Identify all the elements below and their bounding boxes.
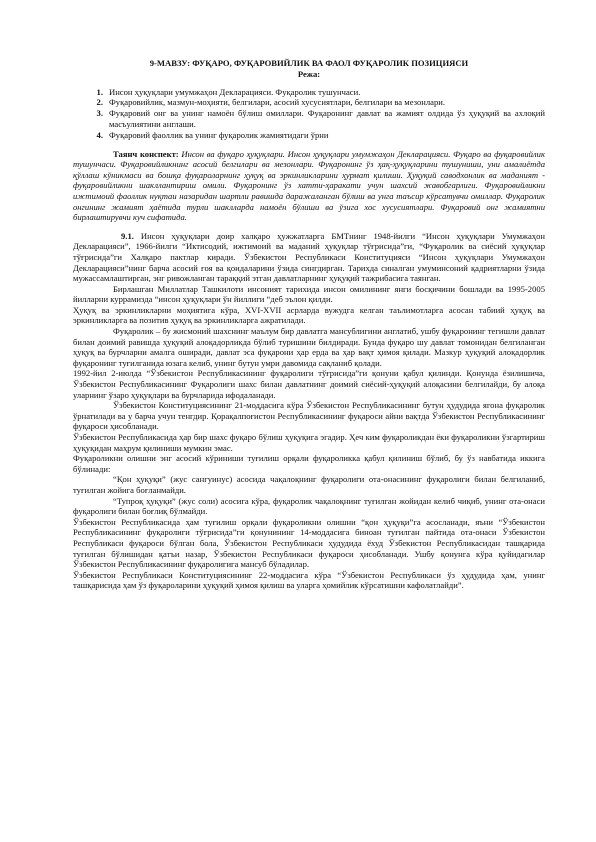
plan-item-number: 3.: [96, 108, 103, 119]
plan-item-text: Инсон ҳуқуқлари умумжаҳон Декларацияси. Фуқаролик тушунчаси.: [109, 86, 361, 97]
paragraph: Ўзбекистон Конституциясининг 21-моддасига кўра Ўзбекистон Республикасининг бутун ҳудудида ягона фуқаролик ўрнатилади ва у барча учун тенгдир. Қорақалпоғистон Республикасининг фуқароси айни вақтда Ўзбекистон Республикасининг фуқароси ҳисобланади.: [73, 400, 545, 432]
paragraph: Ўзбекистон Республикаси Конституциясининг 22-моддасига кўра “Ўзбекистон Республикаси ўз ҳудудида ҳам, унинг ташқарисида ҳам ўз фуқароларини ҳуқуқий ҳимоя қилиш ва уларга ҳомийлик кўрсатишни кафолатлайди”.: [73, 569, 545, 591]
plan-item: [73, 97, 545, 108]
paragraph: Фуқароликни олишни энг асосий кўриниши туғилиш орқали фуқароликка қабул қилиниш бўлиб, бу ўз навбатида иккига бўлинади:: [73, 453, 545, 474]
document-page: [73, 58, 545, 591]
key-summary-label: Таянч конспект:: [113, 148, 179, 159]
plan-item-number: 4.: [96, 129, 103, 140]
plan-item-text: Фуқаровийлик, мазмун-моҳияти, белгилари, асосий хусусиятлари, белгилари ва мезонлари.: [109, 97, 446, 108]
plan-item-text: Фуқаровий онг ва унинг намоён бўлиш омиллари. Фуқаронинг давлат ва жамият олдида ўз ҳуқуқий ва ахлоқий масъулиятини англаши.: [109, 108, 545, 129]
key-summary-text: Инсон ва фуқаро ҳуқуқлари. Инсон ҳуқуқлари умумжаҳон Декларацияси. Фуқаро ва фуқаровийлик тушунчаси. Фуқаровийликнинг асосий белгилари ва мезонлари. Фуқаронинг ўз ҳақ-ҳуқуқларини тушуниши, уни амалиётда қўллаш кўникмаси ва бошқа фуқароларнинг ҳуқуқ ва эркинликларини ҳурмат қилиши. Ҳуқуқий саводхонлик ва маданият - фуқаровийликни шакллантириш омили. Фуқаронинг ўз хатти-ҳаракати учун шахсий жавобгарлиги. Фуқаровийликни ижтимоий фаоллик нуқтаи назаридан шартли равишда даражаланган бўлиш ва унга таъсир кўрсатувчи омиллар. Фуқаролик онгининг жамият ҳаётида турли шаклларда намоён бўлиши ва ўзига хос хусусиятлари. Фуқаровий онг жамиятни бирлаштирувчи куч сифатида.: [73, 148, 545, 223]
paragraph: “Қон ҳуқуқи” (жус сангуинус) асосида чақалоқнинг фуқаролиги ота-онасининг фуқаролиги билан белгиланиб, туғилган жойига боғланмайди.: [73, 474, 545, 495]
paragraph: [73, 231, 545, 284]
paragraph: Фуқаролик – бу жисмоний шахснинг маълум бир давлатга мансублигини англатиб, ушбу фуқаронинг тегишли давлат билан доимий равишда ҳуқуқий алоқадорликда бўлиб туришини билдиради. Бунда фуқаро шу давлат томонидан белгиланган ҳуқуқ ва бурчларни амалга оширади, давлат эса фуқарони ҳар ерда ва ҳар вақт ҳимоя қилади. Мазкур ҳуқуқий алоқадорлик фуқаронинг туғилганида юзага келиб, унинг бутун умри давомида сақланиб қолади.: [73, 326, 545, 368]
plan-item: [73, 130, 545, 141]
section-number: 9.1.: [121, 230, 134, 241]
page-title: 9-МАВЗУ: ФУҚАРО, ФУҚАРОВИЙЛИК ВА ФАОЛ ФУҚАРОЛИК ПОЗИЦИЯСИ: [149, 58, 469, 68]
paragraph: “Тупроқ ҳуқуқи” (жус соли) асосига кўра, фуқаролик чақалоқнинг туғилган жойидан келиб чиқиб, унинг ота-онаси фуқаролиги билан боғлиқ бўлмайди.: [73, 495, 545, 517]
paragraph-text: Инсон ҳуқуқлари доир халқаро ҳужжатларга БМТнинг 1948-йилги “Инсон ҳуқуқлари Умумжаҳон Декларацияси”, 1966-йилги “Иктисодий, ижтимоий ва маданий ҳуқуқлар тўғрисида”ги, “Фуқаролик ва сиёсий ҳуқуқлар тўғрисида”ги Халқаро пактлар киради. Ўзбекистон Республикаси Конституцияси “Инсон ҳуқуқлари Умумжаҳон Декларацияси”нинг барча асосий ғоя ва қоидаларини ўзида сингдирган. Тарихда синалган умуминсоний қадриятларни ўзида мужассамлаштирган, энг ривожланган тараққий этган давлатларнинг ҳуқуқий тажрибасига таянган.: [73, 230, 545, 284]
plan-item-number: 1.: [96, 86, 103, 97]
plan-label: Режа:: [297, 68, 321, 79]
paragraph: Ҳуқуқ ва эркинликларни моҳиятига кўра, XVI-XVII асрларда вужудга келган таълимотларга асосан табиий ҳуқуқ ва эркинликларга ва позитив ҳуқуқ ва эркинликларга ажратилади.: [73, 304, 545, 326]
plan-item-text: Фуқаровий фаоллик ва унинг фуқаролик жамиятидаги ўрни: [109, 129, 329, 140]
paragraph: Ўзбекистон Республикасида ҳам туғилиш орқали фуқароликни олишни “қон ҳуқуқи”га асосланади, яъни “Ўзбекистон Республикасининг фуқаролиги тўғрисида”ги қонунининг 14-моддасига биноан туғилган пайтида ота-онаси Ўзбекистон Республикаси фуқароси бўлган бола, Ўзбекистон Республикаси ҳудудида ёхуд Ўзбекистон Республикасидан ташқарида туғилган бўлишидан қатъи назар, Ўзбекистон Республикаси фуқароси ҳисобланади. Ушбу қонунга кўра қуйидагилар Ўзбекистон Республикасининг фуқаролигига мансуб бўладилар.: [73, 516, 545, 570]
paragraph: 1992-йил 2-июлда “Ўзбекистон Республикасининг фуқаролиги тўғрисида”ги қонуни қабул қилинди. Қонунда ёзилишича, Ўзбекистон Республикасининг Фуқаролиги шахс билан давлатнинг доимий сиёсий-ҳуқуқий алоқасини белгилайди, бу алоқа уларнинг ўзаро ҳуқуқлари ва бурчларида ифодаланади.: [73, 368, 545, 400]
paragraph: Бирлашган Миллатлар Ташкилоти инсоният тарихида инсон омилининг янги босқичини бошлади ва 1995-2005 йилларни куррамизда “инсон ҳуқуқлари ўн йиллиги “деб эълон қилди.: [73, 283, 545, 305]
plan-item: [73, 87, 545, 98]
paragraph: Ўзбекистон Республикасида ҳар бир шахс фуқаро бўлиш ҳуқуқига эгадир. Ҳеч ким фуқароликдан ёки фуқароликни ўзгартириш ҳуқуқидан маҳрум қилиниши мумкин эмас.: [73, 432, 545, 453]
plan-list: [73, 87, 545, 141]
key-summary: [73, 149, 545, 223]
plan-item-number: 2.: [96, 97, 103, 108]
plan-item: [73, 108, 545, 130]
